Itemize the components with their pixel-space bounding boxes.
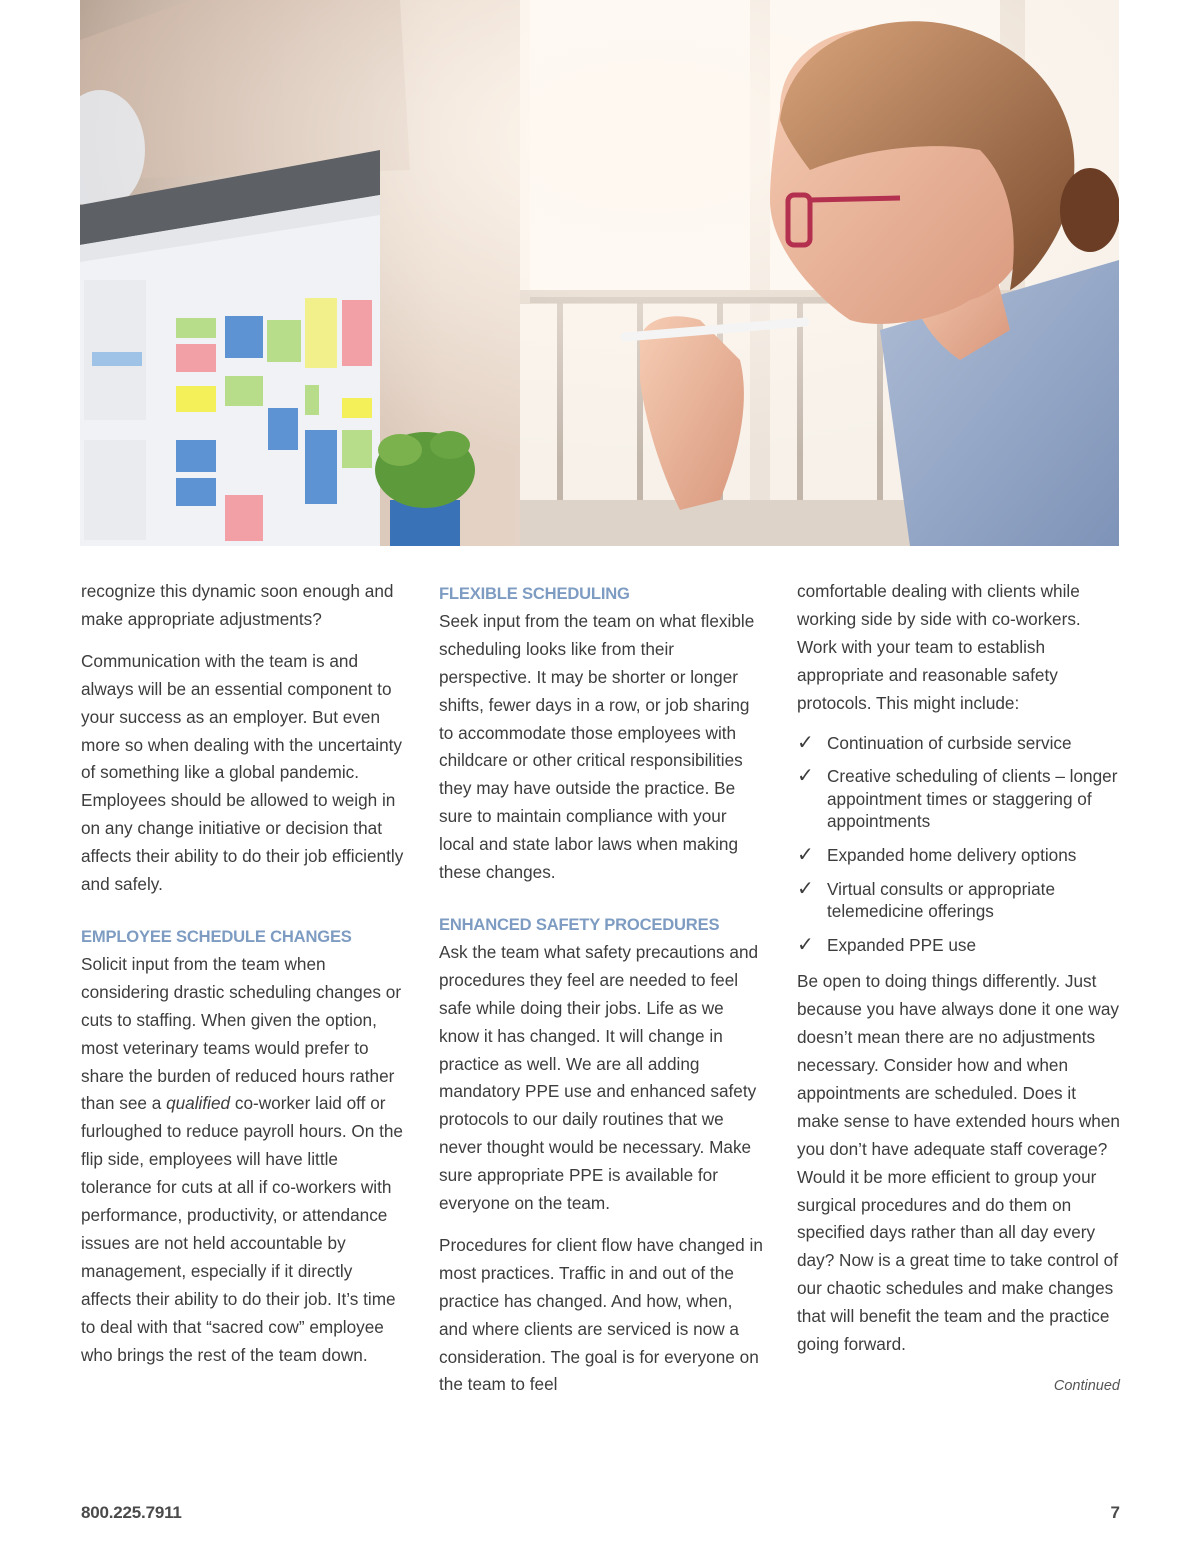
paragraph: Communication with the team is and always will be an essential component to your success as an employer. But even more so when dealing with the uncertainty of something like a global pandemic. Employees should be allowed to weigh in on any change initiative or decision that affects their ability to do their job efficiently and safely. bbox=[81, 650, 404, 895]
footer-phone-number: 800.225.7911 bbox=[81, 1503, 182, 1522]
text-column-1 bbox=[81, 578, 406, 1383]
list-item-text: Creative scheduling of clients – longer appointment times or staggering of appointments bbox=[827, 766, 1118, 832]
checkmark-icon: ✓ bbox=[797, 933, 814, 956]
text-run: co-worker laid off or furloughed to reduce payroll hours. On the flip side, employees will have little tolerance for cuts at all if co-workers with performance, productivity, or attendance issues are not held accountable by management, especially if it directly affects their ability to do their job. It’s time to deal with that “sacred cow” employee who brings the rest of the team down. bbox=[81, 1093, 403, 1365]
list-item-text: Continuation of curbside service bbox=[827, 732, 1072, 753]
list-item bbox=[797, 934, 1122, 957]
checkmark-icon: ✓ bbox=[797, 731, 814, 754]
text-run: Solicit input from the team when considering drastic scheduling changes or cuts to staffing. When given the option, most veterinary teams would prefer to share the burden of reduced hours rather than see a bbox=[81, 953, 402, 1114]
paragraph bbox=[81, 951, 406, 1370]
checkmark-icon: ✓ bbox=[797, 765, 814, 788]
section-heading-employee-schedule: EMPLOYEE SCHEDULE CHANGES bbox=[81, 926, 352, 946]
paragraph: Seek input from the team on what flexible scheduling looks like from their perspective. It may be shorter or longer shifts, fewer days in a row, or job sharing to accommodate those employees with childcare or other critical responsibilities they may have outside the practice. Be sure to maintain compliance with your local and state labor laws when making these changes. bbox=[439, 610, 755, 883]
paragraph: Procedures for client flow have changed in most practices. Traffic in and out of the practice has changed. And how, when, and where clients are serviced is now a consideration. The goal is for everyone on the team to feel bbox=[439, 1234, 763, 1395]
section-heading-flexible-scheduling: FLEXIBLE SCHEDULING bbox=[439, 584, 630, 603]
list-item-text: Expanded PPE use bbox=[827, 934, 977, 955]
continued-note: Continued bbox=[1053, 1377, 1120, 1394]
list-item bbox=[797, 878, 1122, 923]
text-column-3 bbox=[797, 578, 1122, 1401]
list-item bbox=[797, 844, 1122, 867]
safety-protocol-checklist bbox=[797, 732, 1122, 957]
monitor-screen bbox=[80, 150, 380, 546]
potted-plant bbox=[375, 431, 475, 546]
paragraph: Ask the team what safety precautions and procedures they feel are needed to feel safe while doing their jobs. Life as we know it has changed. It will change in practice as well. We are all adding mandatory PPE use and enhanced safety protocols to our daily routines that we never thought would be necessary. Make sure appropriate PPE is available for everyone on the team. bbox=[439, 941, 759, 1214]
paragraph: recognize this dynamic soon enough and make appropriate adjustments? bbox=[81, 581, 394, 629]
hero-illustration bbox=[80, 0, 1119, 546]
page-number: 7 bbox=[1110, 1503, 1120, 1522]
list-item bbox=[797, 732, 1122, 755]
section-heading-enhanced-safety: ENHANCED SAFETY PROCEDURES bbox=[439, 914, 720, 934]
paragraph: Be open to doing things differently. Just because you have always done it one way doesn’t mean there are no adjustments necessary. Consider how and when appointments are scheduled. Does it make sense to have extended hours when you don’t have adequate staff coverage? Would it be more efficient to group your surgical procedures and do them on specified days rather than all day every day? Now is a great time to take control of our chaotic schedules and make changes that will benefit the team and the practice going forward. bbox=[797, 971, 1120, 1355]
hero-photo bbox=[80, 0, 1119, 546]
text-column-2 bbox=[439, 578, 764, 1413]
paragraph: comfortable dealing with clients while working side by side with co-workers. Work with your team to establish appropriate and reasonable safety protocols. This might include: bbox=[797, 581, 1081, 713]
italic-text: qualified bbox=[166, 1093, 231, 1114]
list-item-text: Virtual consults or appropriate telemedicine offerings bbox=[827, 878, 1056, 922]
list-item-text: Expanded home delivery options bbox=[827, 844, 1077, 865]
checkmark-icon: ✓ bbox=[797, 843, 814, 866]
checkmark-icon: ✓ bbox=[797, 877, 814, 900]
list-item bbox=[797, 765, 1122, 833]
